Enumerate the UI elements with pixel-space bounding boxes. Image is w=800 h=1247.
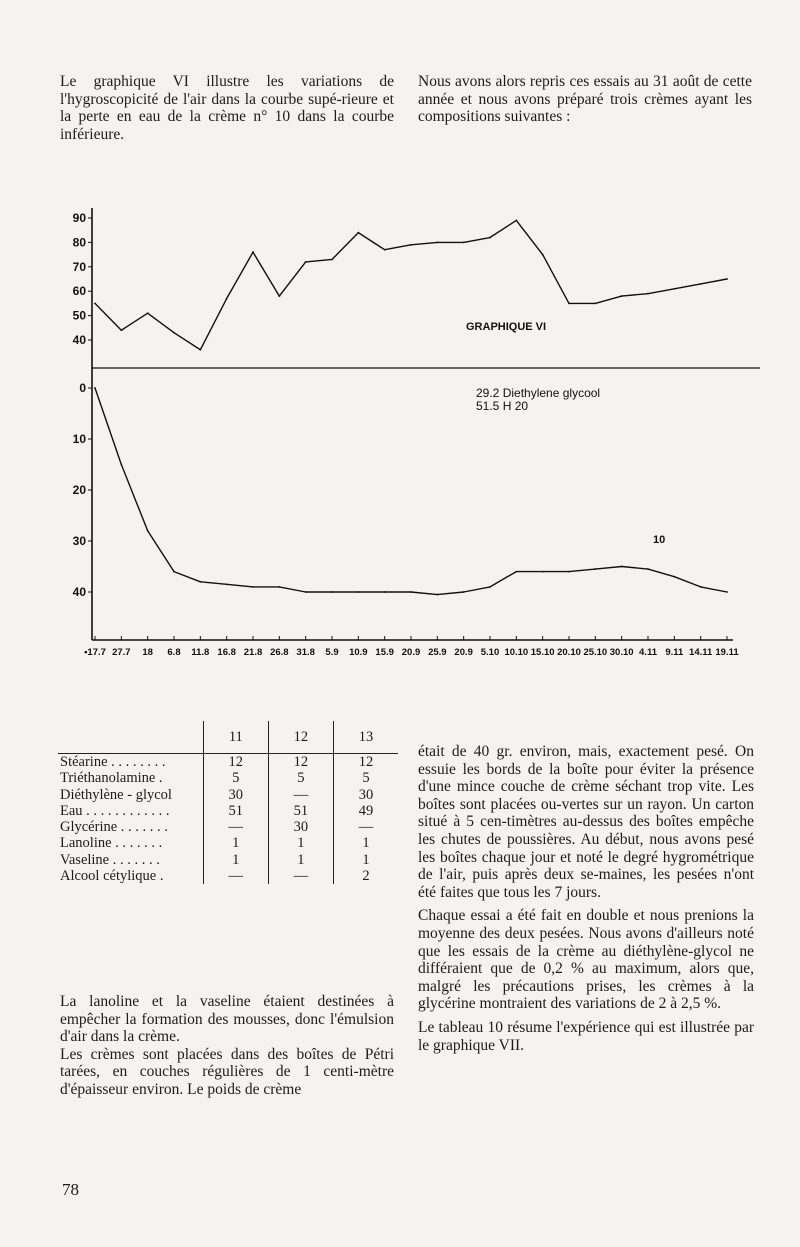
table-cell-amount: 2 (333, 868, 398, 884)
table-row (58, 868, 398, 884)
y-tick-label: 10 (72, 432, 86, 446)
chart-series (94, 220, 728, 596)
page-number: 78 (62, 1180, 79, 1199)
table-cell-amount: 1 (333, 852, 398, 868)
data-point (357, 591, 359, 593)
table-cell-amount: 1 (333, 835, 398, 851)
data-point (384, 249, 386, 251)
data-point (410, 244, 412, 246)
data-point (226, 583, 228, 585)
data-point (568, 303, 570, 305)
data-point (147, 530, 149, 532)
x-tick-label: 10.9 (349, 647, 368, 658)
table-cell-amount: 12 (203, 754, 268, 771)
paragraph: Les crèmes sont placées dans des boîtes de Pétri tarées, en couches régulières de 1 centi-mètre d'épaisseur environ. Le poids de crème (60, 1045, 394, 1098)
data-point (252, 586, 254, 588)
data-point (647, 293, 649, 295)
curve-label-10: 10 (653, 534, 666, 546)
table-cell-ingredient: Diéthylène - glycol (60, 786, 172, 803)
data-point (331, 259, 333, 261)
table-body (58, 754, 398, 885)
y-tick-label: 40 (72, 585, 86, 599)
x-tick-label: 9.11 (665, 647, 684, 658)
data-point (410, 591, 412, 593)
paragraph: était de 40 gr. environ, mais, exactement pesé. On essuie les bords de la boîte pour éviter la présence d'une mince couche de crème séchant trop vite. Les boîtes sont placées ou-vertes sur un rayon. Un carton situé à 5 cen-timètres au-dessus des boîtes empêche les chutes de poussières. Au début, nous avons pesé les boîtes chaque jour et noté le degré hygrométrique de l'air, puis après deux se-maines, les pesées n'ont été faites que tous les 7 jours. (418, 743, 754, 901)
series-line-10 (95, 388, 727, 595)
table-cell-amount: 12 (268, 754, 333, 771)
table-cell-amount: — (203, 868, 268, 884)
table-header-cream-13: 13 (333, 721, 398, 754)
data-point (331, 591, 333, 593)
data-point (515, 571, 517, 573)
table-cell-amount: 12 (333, 754, 398, 771)
x-tick-label: 11.8 (191, 647, 210, 658)
data-point (568, 571, 570, 573)
table-cell-amount: 30 (333, 787, 398, 803)
data-point (594, 568, 596, 570)
data-point (94, 387, 96, 389)
data-point (463, 242, 465, 244)
data-point (436, 594, 438, 596)
legend-line-2: 51.5 H 20 (476, 399, 529, 413)
table-cell-ingredient: Alcool cétylique . (60, 868, 164, 885)
table-cell-amount: 5 (333, 770, 398, 786)
x-tick-label: 15.9 (375, 647, 394, 658)
data-point (278, 586, 280, 588)
chart-axes (92, 208, 760, 640)
x-tick-label: 6.8 (167, 647, 181, 658)
data-point (726, 591, 728, 593)
x-tick-label: 27.7 (112, 647, 131, 658)
table-row (58, 803, 398, 819)
x-tick-label: 25.9 (428, 647, 447, 658)
table-cell-amount: — (268, 787, 333, 803)
data-point (673, 576, 675, 578)
data-point (489, 237, 491, 239)
x-tick-label: 26.8 (270, 647, 289, 658)
x-tick-label: 4.11 (639, 647, 657, 658)
lower-axis-ticks (73, 381, 92, 599)
data-point (173, 332, 175, 334)
y-tick-label: 60 (72, 284, 86, 299)
upper-axis-ticks (73, 211, 92, 347)
paragraph: Le tableau 10 résume l'expérience qui est illustrée par le graphique VII. (418, 1018, 754, 1054)
composition-table (58, 721, 398, 884)
composition-table-grid (58, 721, 398, 884)
y-tick-label: 70 (72, 259, 86, 274)
table-cell-amount: 1 (203, 852, 268, 868)
table-cell-amount: 1 (268, 852, 333, 868)
data-point (173, 571, 175, 573)
bottom-left-column (60, 993, 394, 1099)
data-point (199, 349, 201, 351)
x-tick-label: •17.7 (84, 647, 106, 658)
paragraph: Chaque essai a été fait en double et nous prenions la moyenne des deux pesées. Nous avons d'ailleurs noté que les essais de la crème au diéthylène-glycol ne différaient que de 0,2 % au maximum, alors que, malgré les précautions prises, les crèmes à la glycérine montraient des variations de 2 à 2,5 %. (418, 907, 754, 1013)
table-cell-ingredient: Stéarine . . . . . . . . (60, 754, 166, 770)
data-point (199, 581, 201, 583)
data-point (489, 586, 491, 588)
x-tick-label: 5.10 (480, 647, 500, 658)
data-point (594, 303, 596, 305)
intro-right-paragraph (418, 73, 752, 126)
data-point (305, 261, 307, 263)
table-row (58, 852, 398, 868)
data-point (542, 254, 544, 256)
table-cell-ingredient: Triéthanolamine . (60, 770, 163, 787)
table-header-cream-11: 11 (203, 721, 268, 754)
data-point (252, 251, 254, 253)
x-tick-label: 14.11 (689, 647, 713, 658)
data-point (700, 283, 702, 285)
table-row (58, 787, 398, 803)
y-tick-label: 0 (79, 381, 86, 395)
data-point (147, 312, 149, 314)
table-row (58, 770, 398, 786)
table-cell-amount: — (333, 819, 398, 835)
data-point (673, 288, 675, 290)
table-cell-amount: — (268, 868, 333, 884)
chart-svg (55, 205, 765, 665)
table-cell-amount: 30 (203, 787, 268, 803)
table-cell-amount: 51 (268, 803, 333, 819)
data-point (94, 303, 96, 305)
table-cell-amount: — (203, 819, 268, 835)
table-cell-amount: 49 (333, 803, 398, 819)
graphique-vi (55, 205, 765, 665)
data-point (542, 571, 544, 573)
table-cell-ingredient: Lanoline . . . . . . . (60, 835, 163, 852)
bottom-right-column (418, 743, 754, 1054)
data-point (226, 298, 228, 300)
data-point (515, 220, 517, 222)
table-cell-ingredient: Vaseline . . . . . . . (60, 851, 160, 868)
y-tick-label: 50 (72, 308, 86, 323)
y-tick-label: 40 (72, 333, 86, 347)
table-row (58, 835, 398, 851)
table-cell-amount: 1 (268, 835, 333, 851)
data-point (621, 566, 623, 568)
x-tick-label: 16.8 (217, 647, 236, 658)
table-row (58, 754, 398, 771)
legend-line-1: 29.2 Diethylene glycool (476, 386, 601, 400)
x-tick-label: 10.10 (504, 647, 529, 658)
data-point (120, 464, 122, 466)
data-point (647, 568, 649, 570)
y-tick-label: 30 (72, 534, 86, 548)
table-cell-amount: 30 (268, 819, 333, 835)
table-cell-amount: 5 (203, 770, 268, 786)
data-point (278, 295, 280, 297)
table-cell-ingredient: Glycérine . . . . . . . (60, 819, 168, 836)
x-tick-label: 21.8 (243, 647, 263, 658)
data-point (621, 295, 623, 297)
data-point (305, 591, 307, 593)
series-line-humidity (95, 220, 727, 349)
table-cell-ingredient: Eau . . . . . . . . . . . . (60, 802, 170, 819)
table-row (58, 819, 398, 835)
chart-title: GRAPHIQUE VI (466, 321, 547, 333)
data-point (700, 586, 702, 588)
table-header-cream-12: 12 (268, 721, 333, 754)
x-tick-label: 19.11 (715, 647, 739, 658)
x-tick-label: 30.10 (609, 647, 634, 658)
y-tick-label: 90 (72, 211, 86, 225)
table-header-row (58, 721, 398, 754)
x-tick-label: 15.10 (530, 647, 555, 658)
y-tick-label: 20 (72, 483, 86, 497)
data-point (384, 591, 386, 593)
x-tick-label: 20.9 (454, 647, 473, 658)
table-header-blank (58, 721, 203, 754)
paragraph: La lanoline et la vaseline étaient destinées à empêcher la formation des mousses, donc l'émulsion d'air dans la crème. (60, 993, 394, 1046)
data-point (357, 232, 359, 234)
data-point (463, 591, 465, 593)
x-tick-label: 20.9 (401, 647, 421, 658)
data-point (436, 242, 438, 244)
intro-left-text: Le graphique VI illustre les variations de l'hygroscopicité de l'air dans la courbe supé-rieure et la perte en eau de la crème n° 10 dans la courbe inférieure. (60, 73, 394, 143)
x-tick-label: 31.8 (296, 647, 315, 658)
x-tick-label: 5.9 (325, 647, 339, 658)
data-point (726, 278, 728, 280)
intro-left-paragraph (60, 73, 394, 143)
x-tick-label: 20.10 (557, 647, 581, 658)
y-tick-label: 80 (72, 235, 86, 250)
data-point (120, 329, 122, 331)
table-cell-amount: 1 (203, 835, 268, 851)
table-cell-amount: 5 (268, 770, 333, 786)
table-cell-amount: 51 (203, 803, 268, 819)
x-tick-label: 25.10 (583, 647, 608, 658)
intro-right-text: Nous avons alors repris ces essais au 31 août de cette année et nous avons préparé trois crèmes ayant les compositions suivantes : (418, 73, 752, 126)
x-tick-label: 18 (142, 647, 153, 658)
